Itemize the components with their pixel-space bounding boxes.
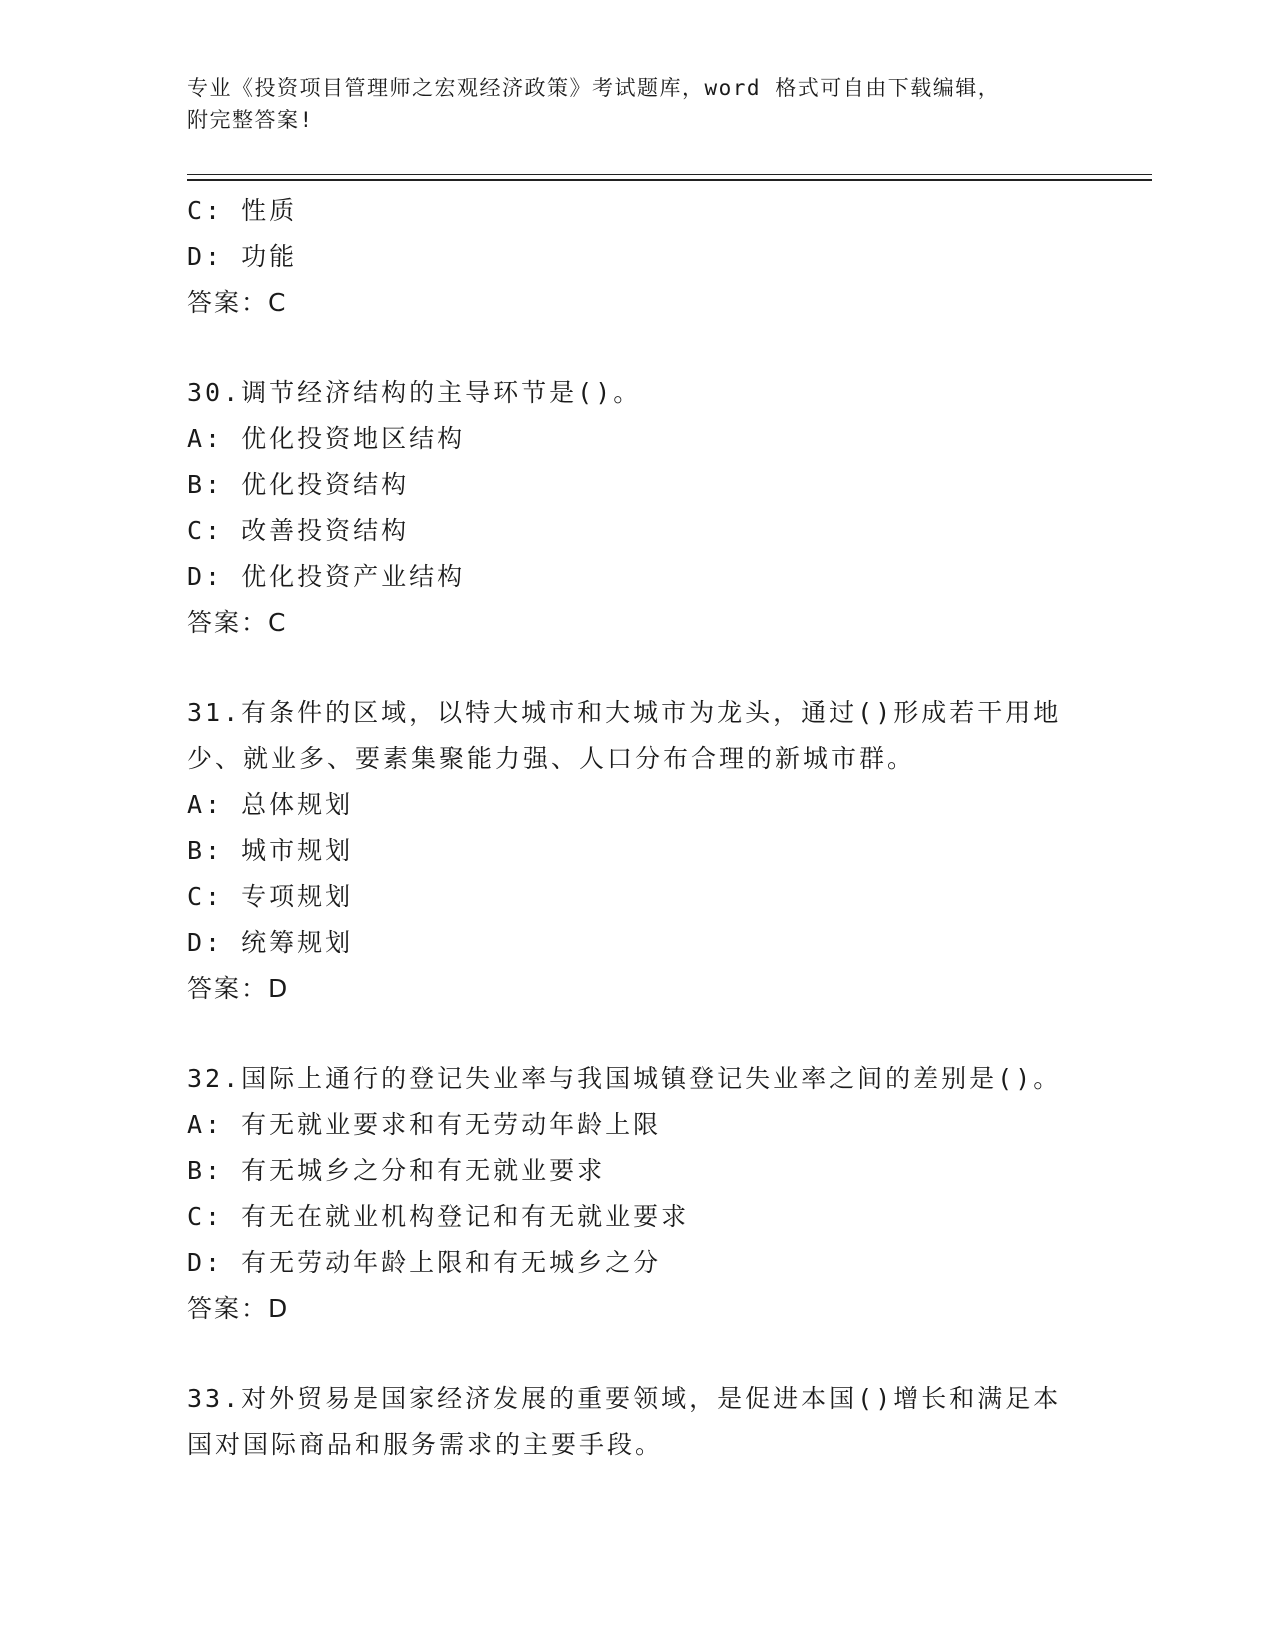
question-31-text-line-2: 少、就业多、要素集聚能力强、人口分布合理的新城市群。 xyxy=(187,744,916,773)
option-d: D: 优化投资产业结构 xyxy=(187,562,466,591)
option-a: A: 优化投资地区结构 xyxy=(187,424,466,453)
answer-line: 答案：D xyxy=(187,974,290,1003)
option-a: A: 总体规划 xyxy=(187,790,354,819)
option-d: D: 统筹规划 xyxy=(187,928,354,957)
option-c: C: 改善投资结构 xyxy=(187,516,410,545)
question-list xyxy=(187,188,1087,1468)
question-31-text-line-1: 31.有条件的区域，以特大城市和大城市为龙头，通过()形成若干用地 xyxy=(187,698,1062,727)
question-33-text-line-2: 国对国际商品和服务需求的主要手段。 xyxy=(187,1430,664,1459)
answer-line: 答案：C xyxy=(187,288,288,317)
option-b: B: 城市规划 xyxy=(187,836,354,865)
answer-line: 答案：C xyxy=(187,608,288,637)
header-line-1: 专业《投资项目管理师之宏观经济政策》考试题库，word 格式可自由下载编辑， xyxy=(187,76,1001,100)
question-32-text: 32.国际上通行的登记失业率与我国城镇登记失业率之间的差别是()。 xyxy=(187,1064,1062,1093)
option-a: A: 有无就业要求和有无劳动年龄上限 xyxy=(187,1110,662,1139)
option-c: C: 有无在就业机构登记和有无就业要求 xyxy=(187,1202,690,1231)
spacer xyxy=(187,1012,1087,1056)
question-30-text: 30.调节经济结构的主导环节是()。 xyxy=(187,378,642,407)
spacer xyxy=(187,646,1087,690)
option-d: D: 有无劳动年龄上限和有无城乡之分 xyxy=(187,1248,662,1277)
header-line-2: 附完整答案! xyxy=(187,108,314,132)
spacer xyxy=(187,1332,1087,1376)
answer-line: 答案：D xyxy=(187,1294,290,1323)
option-d: D: 功能 xyxy=(187,242,298,271)
question-33-text-line-1: 33.对外贸易是国家经济发展的重要领域，是促进本国()增长和满足本 xyxy=(187,1384,1062,1413)
option-b: B: 优化投资结构 xyxy=(187,470,410,499)
header-rule-thick xyxy=(187,179,1152,181)
document-header xyxy=(187,72,1087,136)
header-rule-thin xyxy=(187,174,1152,175)
option-b: B: 有无城乡之分和有无就业要求 xyxy=(187,1156,606,1185)
option-c: C: 性质 xyxy=(187,196,298,225)
option-c: C: 专项规划 xyxy=(187,882,354,911)
spacer xyxy=(187,326,1087,370)
